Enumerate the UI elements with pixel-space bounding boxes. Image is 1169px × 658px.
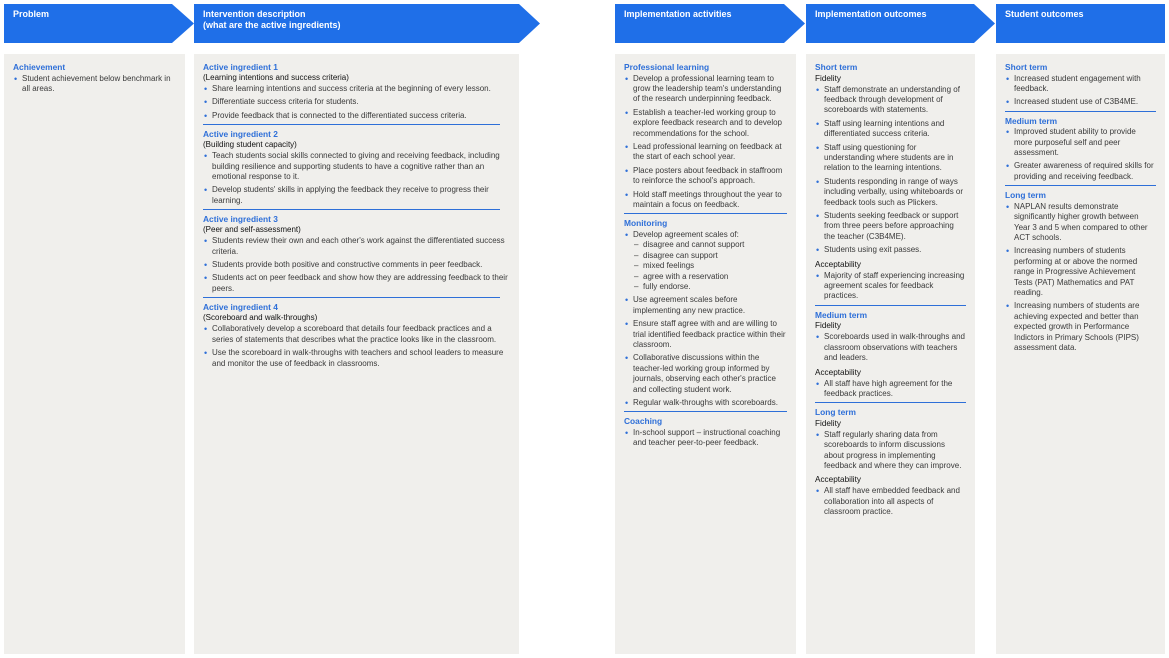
bullet-list <box>815 85 966 256</box>
section-title: Monitoring <box>624 218 668 229</box>
list-item: • Collaborative discussions within the teacher-led working group informed by journals, observing each other's practice and collecting student work. <box>624 353 787 395</box>
scale-item: – disagree can support <box>633 251 787 261</box>
bullet-list <box>203 236 510 294</box>
list-item: • Increased student use of C3B4ME. <box>1005 97 1156 107</box>
subsection-label: Fidelity <box>815 321 841 331</box>
bullet-list <box>815 271 966 302</box>
list-item: • Share learning intentions and success criteria at the beginning of every lesson. <box>203 84 510 94</box>
section-title: Medium term <box>815 309 868 320</box>
divider <box>203 209 500 210</box>
bullet-list <box>203 84 510 121</box>
list-item: • Differentiate success criteria for students. <box>203 97 510 107</box>
divider <box>1005 111 1156 112</box>
list-item: • Students provide both positive and constructive comments in peer feedback. <box>203 260 510 270</box>
list-item: • Develop a professional learning team to grow the leadership team's understanding of the research underpinning feedback. <box>624 74 787 105</box>
section-title: Short term <box>1005 62 1048 72</box>
problem-column <box>4 54 185 654</box>
subsection-label: Acceptability <box>815 367 861 377</box>
list-item: • In-school support – instructional coaching and teacher peer-to-peer feedback. <box>624 428 787 449</box>
list-item: • Use the scoreboard in walk-throughs with teachers and school leaders to measure and monitor the use of feedback in classrooms. <box>203 348 510 369</box>
header-student-outcomes-label: Student outcomes <box>1005 9 1084 19</box>
section-title: Long term <box>815 407 856 418</box>
section-title: Active ingredient 1 <box>203 62 278 72</box>
divider <box>1005 185 1156 186</box>
header-intervention-label: Intervention description (what are the active ingredients) <box>203 9 341 30</box>
list-item: • All staff have embedded feedback and collaboration into all aspects of classroom practice. <box>815 486 966 517</box>
list-item: • Majority of staff experiencing increasing agreement scales for feedback practices. <box>815 271 966 302</box>
section-title: Short term <box>815 62 858 72</box>
divider <box>815 305 966 306</box>
header-activities <box>615 4 805 43</box>
subsection-label: Acceptability <box>815 475 861 485</box>
scale-item: – fully endorse. <box>633 282 787 292</box>
divider <box>624 213 787 214</box>
activities-column <box>615 54 796 654</box>
header-impl-outcomes <box>806 4 995 43</box>
bullet-list <box>815 430 966 472</box>
list-item-text: Develop agreement scales of: <box>633 229 739 239</box>
section-title: Medium term <box>1005 115 1058 126</box>
bullet-list <box>203 324 510 369</box>
list-item: • Teach students social skills connected to giving and receiving feedback, including building resilience and supporting students to have a cognitive rather than an emotional response to it. <box>203 151 510 182</box>
bullet-list <box>1005 74 1156 108</box>
section-title: Active ingredient 4 <box>203 302 278 313</box>
list-item <box>624 230 787 292</box>
bullet-list <box>203 151 510 206</box>
section-title: Professional learning <box>624 62 710 72</box>
section-subtitle: (Learning intentions and success criteria) <box>203 72 349 82</box>
section-title: Active ingredient 2 <box>203 129 278 140</box>
list-item: • Hold staff meetings throughout the year to maintain a focus on feedback. <box>624 190 787 211</box>
section-subtitle: (Peer and self-assessment) <box>203 224 301 234</box>
list-item: • Scoreboards used in walk-throughs and classroom observations with teachers and leaders. <box>815 332 966 363</box>
list-item: • Staff regularly sharing data from scoreboards to inform discussions about progress in implementing feedback and where they can improve. <box>815 430 966 472</box>
list-item: • Improved student ability to provide more purposeful self and peer assessment. <box>1005 127 1156 158</box>
header-intervention <box>194 4 540 43</box>
section-title: Active ingredient 3 <box>203 214 278 225</box>
list-item: • Students responding in range of ways including verbally, using whiteboards or feedback tools such as Plickers. <box>815 177 966 208</box>
header-problem-label: Problem <box>13 9 50 19</box>
student-outcomes-column <box>996 54 1165 654</box>
list-item: • NAPLAN results demonstrate significantly higher growth between Year 3 and 5 when compared to other ACT schools. <box>1005 202 1156 244</box>
list-item: • Students act on peer feedback and show how they are addressing feedback to their peers. <box>203 273 510 294</box>
bullet-list <box>624 428 787 449</box>
list-item: • Staff using learning intentions and differentiated success criteria. <box>815 119 966 140</box>
header-activities-label: Implementation activities <box>624 9 732 19</box>
list-item: • Students seeking feedback or support from three peers before approaching the teacher (C3B4ME). <box>815 211 966 242</box>
list-item: • Student achievement below benchmark in all areas. <box>13 74 176 95</box>
header-student-outcomes <box>996 4 1165 43</box>
list-item: • All staff have high agreement for the feedback practices. <box>815 379 966 400</box>
active-ingredient-4 <box>203 302 510 369</box>
active-ingredient-2 <box>203 129 510 206</box>
active-ingredient-1 <box>203 62 510 121</box>
list-item: • Increasing numbers of students performing at or above the normed range in Progressive Achievement Tests (PAT) Mathematics and PAT reading. <box>1005 246 1156 298</box>
section-title: Coaching <box>624 416 663 427</box>
bullet-list <box>815 486 966 517</box>
list-item: • Staff demonstrate an understanding of feedback through development of scoreboards with statements. <box>815 85 966 116</box>
agreement-scale-list <box>633 240 787 292</box>
bullet-list <box>1005 202 1156 354</box>
subsection-label: Fidelity <box>815 73 841 83</box>
list-item: • Collaboratively develop a scoreboard that details four feedback practices and a series of statements that describes what the practice looks like in the classroom. <box>203 324 510 345</box>
header-impl-outcomes-label: Implementation outcomes <box>815 9 927 19</box>
section-subtitle: (Scoreboard and walk-throughs) <box>203 312 318 322</box>
section-subtitle: (Building student capacity) <box>203 139 297 149</box>
bullet-list <box>624 74 787 211</box>
divider <box>203 297 500 298</box>
problem-list <box>13 74 176 95</box>
divider <box>203 124 500 125</box>
list-item: • Greater awareness of required skills for providing and receiving feedback. <box>1005 161 1156 182</box>
list-item: • Staff using questioning for understanding where students are in relation to the learning intentions. <box>815 143 966 174</box>
list-item: • Develop students' skills in applying the feedback they receive to progress their learning. <box>203 185 510 206</box>
header-problem <box>4 4 194 43</box>
bullet-list <box>815 379 966 400</box>
subsection-label: Fidelity <box>815 418 841 428</box>
bullet-list <box>624 230 787 409</box>
section-title: Long term <box>1005 190 1046 201</box>
list-item: • Ensure staff agree with and are willing to trial identified feedback practice within their classroom. <box>624 319 787 350</box>
scale-item: – mixed feelings <box>633 261 787 271</box>
list-item: • Establish a teacher-led working group to explore feedback research and to develop recommendations for the school. <box>624 108 787 139</box>
list-item: • Students review their own and each other's work against the differentiated success criteria. <box>203 236 510 257</box>
list-item: • Lead professional learning on feedback at the start of each school year. <box>624 142 787 163</box>
list-item: • Regular walk-throughs with scoreboards. <box>624 398 787 408</box>
problem-title: Achievement <box>13 62 66 72</box>
divider <box>624 411 787 412</box>
intervention-column <box>194 54 519 654</box>
divider <box>815 402 966 403</box>
scale-item: – agree with a reservation <box>633 272 787 282</box>
list-item: • Provide feedback that is connected to the differentiated success criteria. <box>203 111 510 121</box>
impl-outcomes-column <box>806 54 975 654</box>
list-item: • Students using exit passes. <box>815 245 966 255</box>
bullet-list <box>815 332 966 363</box>
active-ingredient-3 <box>203 214 510 294</box>
list-item: • Increased student engagement with feedback. <box>1005 74 1156 95</box>
list-item: • Use agreement scales before implementing any new practice. <box>624 295 787 316</box>
scale-item: – disagree and cannot support <box>633 240 787 250</box>
subsection-label: Acceptability <box>815 259 861 269</box>
list-item: • Place posters about feedback in staffroom to reinforce the school's approach. <box>624 166 787 187</box>
bullet-list <box>1005 127 1156 182</box>
list-item: • Increasing numbers of students are achieving expected and better than expected growth in Performance Indictors in Primary Schools (PIPS) assessment data. <box>1005 301 1156 353</box>
